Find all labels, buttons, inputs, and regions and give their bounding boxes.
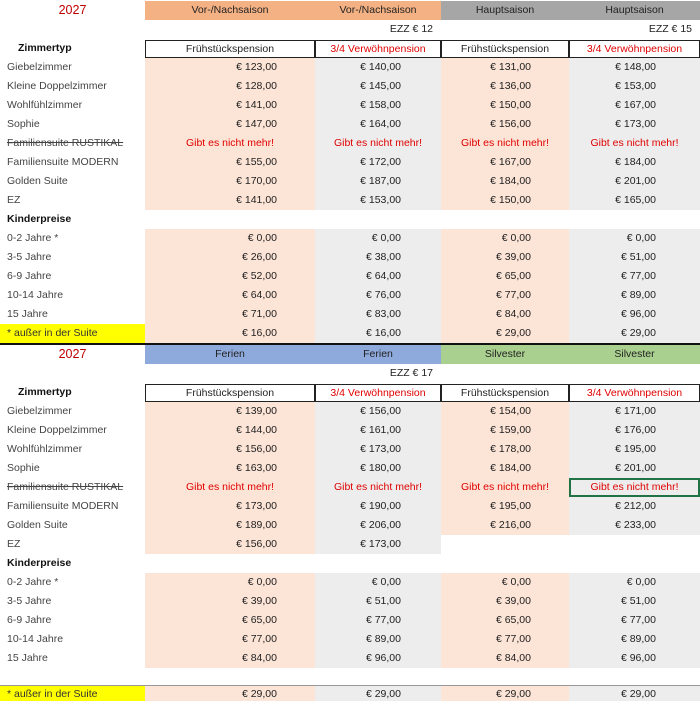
price-cell[interactable]: € 39,00 [145,592,315,611]
room-row [0,478,700,497]
price-cell[interactable]: € 77,00 [569,267,700,286]
price-cell[interactable]: € 153,00 [569,77,700,96]
room-row [0,134,700,153]
age-group[interactable]: 15 Jahre [7,652,48,664]
season-header[interactable]: Hauptsaison [441,1,569,20]
price-cell[interactable]: € 0,00 [441,229,569,248]
price-cell[interactable]: € 77,00 [569,611,700,630]
footnote-label[interactable]: * außer in der Suite [0,324,145,343]
room-name[interactable]: EZ [7,194,21,206]
price-cell[interactable]: € 0,00 [145,229,315,248]
price-cell[interactable]: € 173,00 [315,535,441,554]
unavailable-note[interactable]: Gibt es nicht mehr! [441,134,569,153]
price-cell[interactable]: € 173,00 [569,115,700,134]
room-row [0,421,700,440]
price-cell[interactable]: € 150,00 [441,191,569,210]
age-group[interactable]: 3-5 Jahre [7,251,52,263]
price-cell[interactable]: € 0,00 [315,573,441,592]
price-cell[interactable]: € 184,00 [569,153,700,172]
room-name[interactable]: Familiensuite RUSTIKAL [7,137,124,149]
price-cell[interactable]: € 29,00 [441,324,569,343]
top-ezz-row [0,20,700,39]
price-cell[interactable]: € 71,00 [145,305,315,324]
price-cell[interactable]: € 0,00 [315,229,441,248]
unavailable-note[interactable]: Gibt es nicht mehr! [569,478,700,497]
kids-row [0,649,700,668]
room-name[interactable]: Kleine Doppelzimmer [7,80,107,92]
kids-prices-heading[interactable]: Kinderpreise [7,213,72,225]
age-group[interactable]: 6-9 Jahre [7,270,52,282]
room-name[interactable]: Familiensuite RUSTIKAL [7,481,124,493]
room-row [0,440,700,459]
price-cell[interactable]: € 156,00 [145,535,315,554]
price-cell[interactable]: € 165,00 [569,191,700,210]
board-plan-header[interactable]: 3/4 Verwöhnpension [569,40,700,58]
price-cell[interactable]: € 190,00 [315,497,441,516]
price-cell[interactable]: € 64,00 [315,267,441,286]
board-plan-header[interactable]: 3/4 Verwöhnpension [569,384,700,402]
kids-row [0,267,700,286]
price-cell[interactable]: € 172,00 [315,153,441,172]
price-cell[interactable]: € 29,00 [441,685,569,701]
price-cell[interactable]: € 201,00 [569,459,700,478]
price-cell[interactable]: € 156,00 [441,115,569,134]
price-cell[interactable]: € 128,00 [145,77,315,96]
season-header[interactable]: Silvester [441,345,569,364]
room-row [0,516,700,535]
room-row [0,402,700,421]
price-cell[interactable]: € 159,00 [441,421,569,440]
price-cell[interactable]: € 201,00 [569,172,700,191]
footnote-top-border [0,685,700,686]
price-cell[interactable]: € 173,00 [315,440,441,459]
price-cell[interactable]: € 84,00 [441,649,569,668]
price-cell[interactable]: € 176,00 [569,421,700,440]
age-group[interactable]: 10-14 Jahre [7,289,64,301]
price-cell[interactable]: € 65,00 [441,611,569,630]
price-cell[interactable]: € 184,00 [441,172,569,191]
room-type-heading[interactable]: Zimmertyp [18,386,72,398]
price-cell[interactable]: € 163,00 [145,459,315,478]
room-name[interactable]: Wohlfühlzimmer [7,443,83,455]
price-cell[interactable]: € 141,00 [145,191,315,210]
room-row [0,497,700,516]
room-row [0,459,700,478]
price-cell[interactable]: € 96,00 [569,305,700,324]
year-label[interactable]: 2027 [58,3,87,17]
room-type-heading[interactable]: Zimmertyp [18,42,72,54]
price-cell[interactable]: € 158,00 [315,96,441,115]
price-cell[interactable]: € 84,00 [145,649,315,668]
price-cell[interactable]: € 77,00 [315,611,441,630]
bottom-ezz-row [0,364,700,383]
price-cell[interactable]: € 154,00 [441,402,569,421]
price-cell[interactable]: € 0,00 [145,573,315,592]
price-cell[interactable]: € 167,00 [569,96,700,115]
price-cell[interactable]: € 38,00 [315,248,441,267]
price-cell[interactable]: € 64,00 [145,286,315,305]
price-cell[interactable]: € 16,00 [315,324,441,343]
price-cell[interactable]: € 123,00 [145,58,315,77]
price-cell[interactable]: € 180,00 [315,459,441,478]
price-cell[interactable]: € 39,00 [441,248,569,267]
room-row [0,58,700,77]
price-cell[interactable]: € 189,00 [145,516,315,535]
ezz-surcharge[interactable]: EZZ € 15 [648,23,692,35]
price-cell[interactable]: € 233,00 [569,516,700,535]
bottom-plan-header-row [0,383,700,402]
price-cell[interactable]: € 29,00 [315,685,441,701]
ezz-surcharge[interactable]: EZZ € 17 [389,367,433,379]
price-cell[interactable]: € 212,00 [569,497,700,516]
price-cell[interactable]: € 178,00 [441,440,569,459]
price-cell[interactable]: € 139,00 [145,402,315,421]
unavailable-note[interactable]: Gibt es nicht mehr! [145,478,315,497]
room-name[interactable]: Giebelzimmer [7,61,72,73]
price-cell[interactable]: € 89,00 [569,630,700,649]
price-cell[interactable]: € 26,00 [145,248,315,267]
room-name[interactable]: Golden Suite [7,175,68,187]
price-cell[interactable]: € 65,00 [441,267,569,286]
price-cell[interactable]: € 83,00 [315,305,441,324]
room-name[interactable]: EZ [7,538,21,550]
price-cell[interactable]: € 164,00 [315,115,441,134]
price-cell[interactable]: € 131,00 [441,58,569,77]
price-cell[interactable]: € 173,00 [145,497,315,516]
price-cell[interactable]: € 150,00 [441,96,569,115]
room-name[interactable]: Kleine Doppelzimmer [7,424,107,436]
room-row [0,115,700,134]
price-cell[interactable]: € 136,00 [441,77,569,96]
price-cell[interactable]: € 52,00 [145,267,315,286]
kids-row [0,248,700,267]
room-name[interactable]: Sophie [7,118,40,130]
age-group[interactable]: 15 Jahre [7,308,48,320]
season-header[interactable]: Vor-/Nachsaison [315,1,441,20]
board-plan-header[interactable]: Frühstückspension [441,40,569,58]
price-cell[interactable]: € 144,00 [145,421,315,440]
season-header[interactable]: Ferien [315,345,441,364]
price-cell[interactable]: € 29,00 [145,685,315,701]
price-cell[interactable]: € 16,00 [145,324,315,343]
price-cell[interactable]: € 77,00 [145,630,315,649]
price-cell[interactable]: € 0,00 [441,573,569,592]
board-plan-header[interactable]: Frühstückspension [145,40,315,58]
season-header[interactable]: Vor-/Nachsaison [145,1,315,20]
price-cell[interactable]: € 161,00 [315,421,441,440]
board-plan-header[interactable]: Frühstückspension [145,384,315,402]
price-cell[interactable]: € 153,00 [315,191,441,210]
board-plan-header[interactable]: 3/4 Verwöhnpension [315,40,441,58]
kids-row [0,630,700,649]
price-cell[interactable]: € 216,00 [441,516,569,535]
room-name[interactable]: Familiensuite MODERN [7,500,119,512]
unavailable-note[interactable]: Gibt es nicht mehr! [145,134,315,153]
bottom-season-header-row [0,345,700,364]
price-cell[interactable]: € 51,00 [569,592,700,611]
room-name[interactable]: Golden Suite [7,519,68,531]
footnote-label[interactable]: * außer in der Suite [0,685,145,701]
price-cell[interactable]: € 0,00 [569,573,700,592]
price-cell[interactable]: € 29,00 [569,324,700,343]
price-cell[interactable]: € 77,00 [441,286,569,305]
price-cell[interactable]: € 140,00 [315,58,441,77]
price-cell[interactable]: € 65,00 [145,611,315,630]
room-row [0,77,700,96]
kids-heading-row [0,210,700,229]
age-group[interactable]: 0-2 Jahre * [7,232,59,244]
room-row [0,172,700,191]
kids-heading-row [0,554,700,573]
price-cell[interactable]: € 195,00 [569,440,700,459]
price-cell[interactable]: € 145,00 [315,77,441,96]
age-group[interactable]: 6-9 Jahre [7,614,52,626]
price-cell[interactable]: € 167,00 [441,153,569,172]
price-cell[interactable]: € 39,00 [441,592,569,611]
room-name[interactable]: Sophie [7,462,40,474]
board-plan-header[interactable]: 3/4 Verwöhnpension [315,384,441,402]
price-cell[interactable]: € 51,00 [315,592,441,611]
age-group[interactable]: 3-5 Jahre [7,595,52,607]
price-cell[interactable]: € 156,00 [315,402,441,421]
season-header[interactable]: Hauptsaison [569,1,700,20]
price-cell[interactable]: € 195,00 [441,497,569,516]
kids-row [0,611,700,630]
price-cell[interactable]: € 89,00 [569,286,700,305]
price-cell[interactable]: € 77,00 [441,630,569,649]
room-row [0,96,700,115]
room-row [0,535,700,554]
price-cell[interactable]: € 29,00 [569,685,700,701]
year-label[interactable]: 2027 [58,347,87,361]
ezz-surcharge[interactable]: EZZ € 12 [389,23,433,35]
footnote-row [0,324,700,343]
kids-row [0,573,700,592]
price-cell[interactable]: € 51,00 [569,248,700,267]
price-cell[interactable]: € 0,00 [569,229,700,248]
price-cell[interactable]: € 76,00 [315,286,441,305]
price-cell[interactable]: € 170,00 [145,172,315,191]
price-cell[interactable]: € 96,00 [569,649,700,668]
price-cell[interactable]: € 156,00 [145,440,315,459]
room-name[interactable]: Wohlfühlzimmer [7,99,83,111]
season-header[interactable]: Ferien [145,345,315,364]
unavailable-note[interactable]: Gibt es nicht mehr! [315,478,441,497]
top-season-header-row [0,1,700,20]
kids-row [0,305,700,324]
kids-prices-heading[interactable]: Kinderpreise [7,557,72,569]
unavailable-note[interactable]: Gibt es nicht mehr! [315,134,441,153]
price-cell[interactable]: € 84,00 [441,305,569,324]
footnote-row [0,685,700,701]
kids-row [0,229,700,248]
price-cell[interactable]: € 187,00 [315,172,441,191]
unavailable-note[interactable]: Gibt es nicht mehr! [441,478,569,497]
age-group[interactable]: 10-14 Jahre [7,633,64,645]
room-row [0,153,700,172]
board-plan-header[interactable]: Frühstückspension [441,384,569,402]
price-cell[interactable]: € 148,00 [569,58,700,77]
kids-row [0,592,700,611]
price-cell[interactable]: € 141,00 [145,96,315,115]
price-cell[interactable]: € 89,00 [315,630,441,649]
price-cell[interactable]: € 96,00 [315,649,441,668]
price-cell[interactable]: € 147,00 [145,115,315,134]
room-name[interactable]: Familiensuite MODERN [7,156,119,168]
price-cell[interactable]: € 184,00 [441,459,569,478]
season-header[interactable]: Silvester [569,345,700,364]
unavailable-note[interactable]: Gibt es nicht mehr! [569,134,700,153]
price-cell[interactable]: € 155,00 [145,153,315,172]
kids-row [0,286,700,305]
room-name[interactable]: Giebelzimmer [7,405,72,417]
price-cell[interactable]: € 206,00 [315,516,441,535]
price-cell[interactable]: € 171,00 [569,402,700,421]
top-plan-header-row [0,39,700,58]
age-group[interactable]: 0-2 Jahre * [7,576,59,588]
room-row [0,191,700,210]
